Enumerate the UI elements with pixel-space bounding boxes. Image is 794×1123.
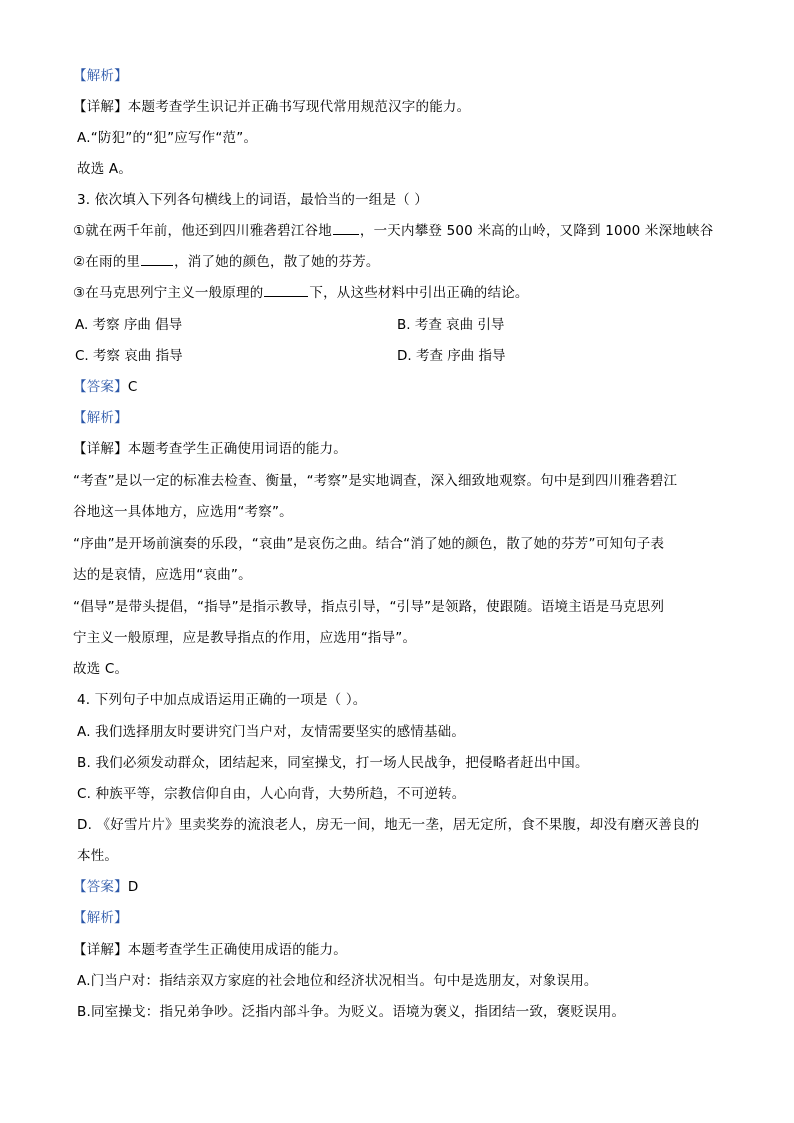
choice-conclusion: 故选 A。 <box>77 161 133 177</box>
detail-paragraph: 【详解】本题考查学生识记并正确书写现代常用规范汉字的能力。 <box>73 99 471 115</box>
option-c: C. 种族平等，宗教信仰自由，人心向背，大势所趋，不可逆转。 <box>77 786 466 802</box>
analysis-heading: 【解析】 <box>73 910 128 926</box>
explanation-line: 谷地这一具体地方，应选用“考察”。 <box>73 504 293 520</box>
question-3-sentence-3 <box>73 284 529 302</box>
analysis-heading: 【解析】 <box>73 410 128 426</box>
option-a: A. 考察 序曲 倡导 <box>75 317 183 333</box>
option-d-continued: 本性。 <box>77 848 119 864</box>
option-a: A. 我们选择朋友时要讲究门当户对，友情需要坚实的感情基础。 <box>77 724 466 740</box>
sentence-text: 下，从这些材料中引出正确的结论。 <box>309 285 529 301</box>
question-3-sentence-2 <box>73 253 380 271</box>
question-3-sentence-1 <box>73 222 713 240</box>
option-b: B. 我们必须发动群众，团结起来，同室操戈，打一场人民战争，把侵略者赶出中国。 <box>77 755 589 771</box>
answer-line <box>73 878 138 896</box>
analysis-heading: 【解析】 <box>73 68 128 84</box>
explanation-line: 宁主义一般原理，应是教导指点的作用，应选用“指导”。 <box>73 630 417 646</box>
option-d: D. 考查 序曲 指导 <box>397 348 506 364</box>
answer-line <box>73 378 137 396</box>
explanation-line: “倡导”是带头提倡，“指导”是指示教导，指点引导，“引导”是领路，使跟随。语境主语是马克思列 <box>73 599 665 615</box>
answer-value: D <box>127 879 139 895</box>
detail-paragraph: 【详解】本题考查学生正确使用成语的能力。 <box>73 942 347 958</box>
sentence-text: ，消了她的颜色，散了她的芬芳。 <box>174 254 380 270</box>
option-d: D. 《好雪片片》里卖奖券的流浪老人，房无一间，地无一垄，居无定所，食不果腹，却没有磨灭善良的 <box>77 817 700 833</box>
answer-heading: 【答案】 <box>73 879 128 895</box>
answer-heading: 【答案】 <box>73 379 128 395</box>
sentence-text: ③在马克思列宁主义一般原理的 <box>73 285 264 301</box>
option-explanation: A.“防犯”的“犯”应写作“范”。 <box>77 130 258 146</box>
question-3-stem: 3. 依次填入下列各句横线上的词语，最恰当的一组是（ ） <box>77 192 429 208</box>
explanation-line: 达的是哀情，应选用“哀曲”。 <box>73 567 252 583</box>
fill-blank <box>141 253 173 266</box>
detail-paragraph: 【详解】本题考查学生正确使用词语的能力。 <box>73 441 347 457</box>
explanation-line: A.门当户对：指结亲双方家庭的社会地位和经济状况相当。句中是选朋友，对象误用。 <box>77 973 598 989</box>
explanation-line: B.同室操戈：指兄弟争吵。泛指内部斗争。为贬义。语境为褒义，指团结一致，褒贬误用。 <box>77 1004 626 1020</box>
explanation-line: “考查”是以一定的标准去检查、衡量，“考察”是实地调查，深入细致地观察。句中是到四川雅砻碧江 <box>73 473 678 489</box>
explanation-line: “序曲”是开场前演奏的乐段，“哀曲”是哀伤之曲。结合“消了她的颜色，散了她的芬芳”可知句子表 <box>73 536 665 552</box>
sentence-text: ②在雨的里 <box>73 254 141 270</box>
fill-blank <box>333 222 359 235</box>
sentence-text: ①就在两千年前，他还到四川雅砻碧江谷地 <box>73 223 332 239</box>
fill-blank <box>264 284 308 297</box>
question-4-stem: 4. 下列句子中加点成语运用正确的一项是（ ）。 <box>77 692 367 708</box>
option-b: B. 考查 哀曲 引导 <box>397 317 505 333</box>
answer-value: C <box>127 379 138 395</box>
option-c: C. 考察 哀曲 指导 <box>75 348 183 364</box>
choice-conclusion: 故选 C。 <box>73 661 129 677</box>
sentence-text: ，一天内攀登 500 米高的山岭，又降到 1000 米深地峡谷 <box>359 223 714 239</box>
